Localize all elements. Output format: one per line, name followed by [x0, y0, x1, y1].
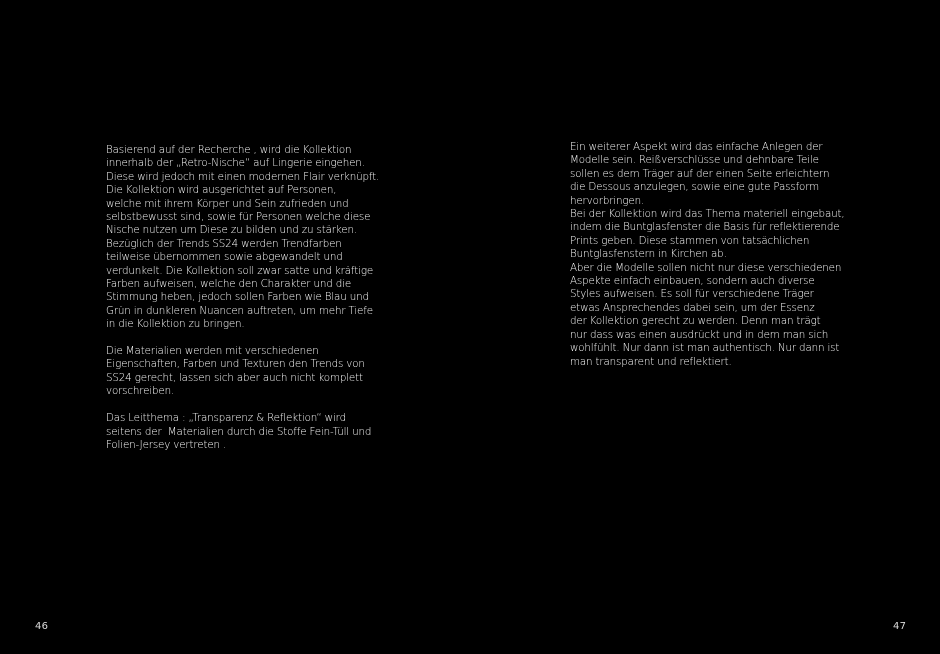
text-line: Diese wird jedoch mit einen modernen Flair verknüpft.: [106, 170, 380, 183]
text-line: Die Kollektion wird ausgerichtet auf Personen,: [106, 184, 337, 197]
text-line: Buntglasfenstern in Kirchen ab.: [570, 248, 727, 261]
left-paragraph-2: [106, 345, 391, 399]
text-line: Folien-Jersey vertreten .: [106, 438, 227, 451]
left-paragraph-1: [106, 144, 391, 332]
text-line: indem die Buntglasfenster die Basis für reflektierende: [570, 221, 840, 234]
text-line: Stimmung heben, jedoch sollen Farben wie Blau und: [106, 291, 369, 304]
text-line: welche mit ihrem Körper und Sein zufrieden und: [106, 197, 349, 210]
text-line: nur dass was einen ausdrückt und in dem man sich: [570, 328, 829, 341]
text-line: innerhalb der „Retro-Nische“ auf Lingerie eingehen.: [106, 157, 365, 170]
text-line: SS24 gerecht, lassen sich aber auch nicht komplett: [106, 371, 363, 384]
text-line: Modelle sein. Reißverschlüsse und dehnbare Teile: [570, 154, 819, 167]
text-line: Farben aufweisen, welche den Charakter und die: [106, 278, 352, 291]
text-line: Prints geben. Diese stammen von tatsächlichen: [570, 234, 810, 247]
text-line: Aspekte einfach einbauen, sondern auch diverse: [570, 275, 815, 288]
text-line: verdunkelt. Die Kollektion soll zwar satte und kräftige: [106, 264, 374, 277]
text-line: sollen es dem Träger auf der einen Seite erleichtern: [570, 167, 830, 180]
text-line: Eigenschaften, Farben und Texturen den Trends von: [106, 358, 365, 371]
right-text-column: [570, 141, 860, 369]
text-line: die Dessous anzulegen, sowie eine gute Passform: [570, 181, 819, 194]
text-line: Bezüglich der Trends SS24 werden Trendfarben: [106, 237, 342, 250]
text-line: seitens der Materialien durch die Stoffe Fein-Tüll und: [106, 425, 372, 438]
text-line: Nische nutzen um Diese zu bilden und zu stärken.: [106, 224, 357, 237]
text-line: Styles aufweisen. Es soll für verschiedene Träger: [570, 288, 814, 301]
text-line: Aber die Modelle sollen nicht nur diese verschiedenen: [570, 261, 842, 274]
text-line: vorschreiben.: [106, 385, 175, 398]
text-line: hervorbringen.: [570, 194, 645, 207]
page-number-left: 46: [35, 621, 49, 632]
right-page: [470, 0, 940, 654]
text-line: man transparent und reflektiert.: [570, 355, 732, 368]
text-line: Die Materialien werden mit verschiedenen: [106, 345, 319, 358]
text-line: Ein weiterer Aspekt wird das einfache Anlegen der: [570, 141, 823, 153]
text-line: selbstbewusst sind, sowie für Personen welche diese: [106, 211, 371, 224]
text-line: Basierend auf der Recherche , wird die Kollektion: [106, 144, 352, 156]
text-line: Das Leitthema : „Transparenz & Reflektion“ wird: [106, 412, 346, 425]
left-paragraph-3: [106, 412, 391, 452]
text-line: Grün in dunkleren Nuancen auftreten, um mehr Tiefe: [106, 304, 373, 317]
text-line: der Kollektion gerecht zu werden. Denn man trägt: [570, 315, 821, 328]
text-line: etwas Ansprechendes dabei sein, um der Essenz: [570, 301, 815, 314]
text-line: teilweise übernommen sowie abgewandelt und: [106, 251, 343, 264]
text-line: in die Kollektion zu bringen.: [106, 318, 245, 331]
text-line: wohlfühlt. Nur dann ist man authentisch. Nur dann ist: [570, 342, 840, 355]
right-paragraph-1: [570, 141, 860, 369]
page-number-right: 47: [893, 621, 907, 632]
text-line: Bei der Kollektion wird das Thema materiell eingebaut,: [570, 208, 845, 221]
left-text-column: [106, 144, 391, 452]
